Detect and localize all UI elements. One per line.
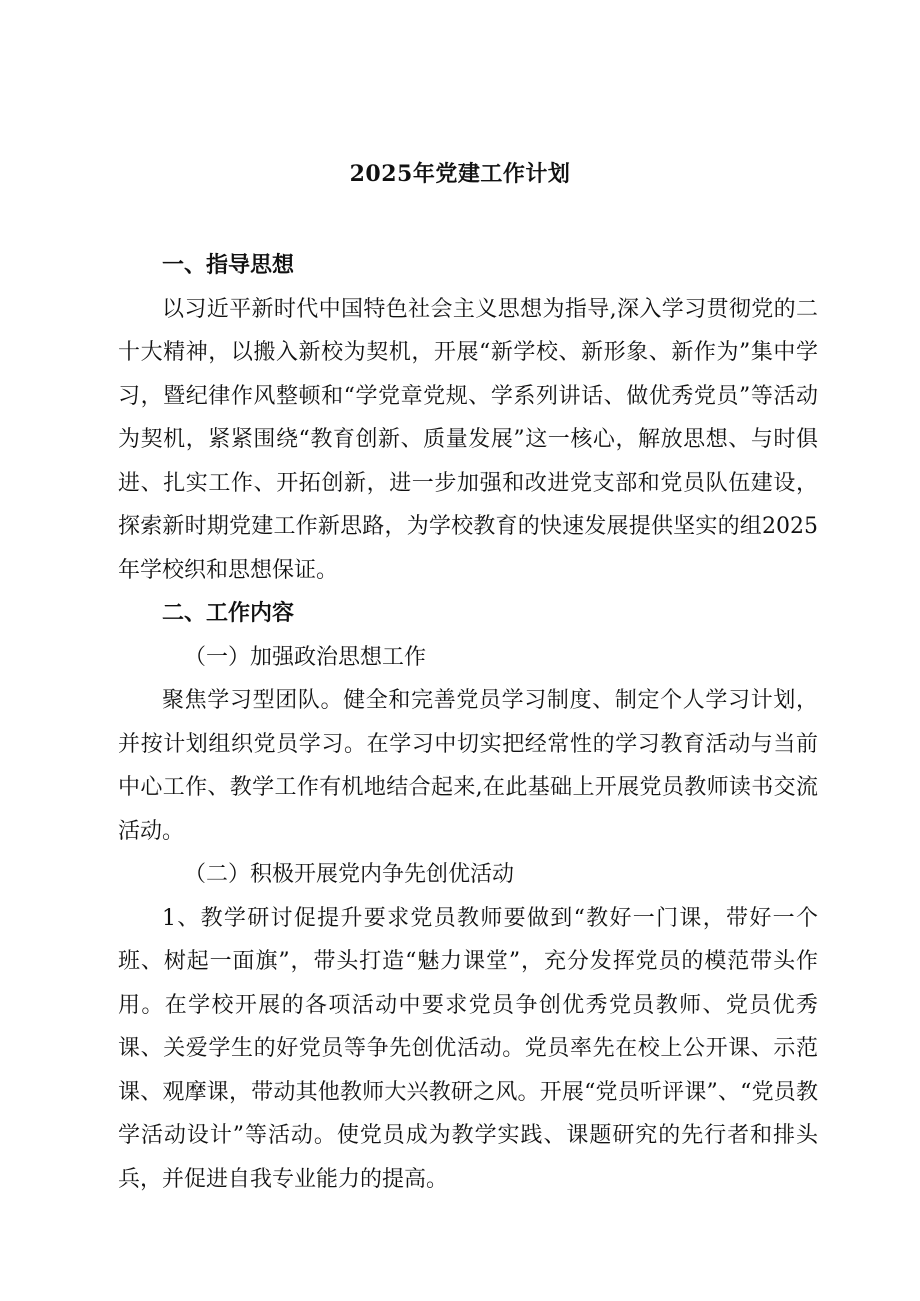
paragraph-political-work: 聚焦学习型团队。健全和完善党员学习制度、制定个人学习计划，并按计划组织党员学习。在学习中切实把经常性的学习教育活动与当前中心工作、教学工作有机地结合起来,在此基础上开展党员教师读书交流活动。 (118, 688, 818, 844)
section-heading-work-content: 二、工作内容 (162, 600, 295, 626)
page-title: 2025年党建工作计划 (349, 161, 571, 187)
subsection-title-excellence-activities: （二）积极开展党内争先创优活动 (184, 862, 515, 887)
subsection-title-political-work: （一）加强政治思想工作 (184, 644, 427, 670)
document-body (118, 244, 818, 1201)
paragraph-guiding-thought: 以习近平新时代中国特色社会主义思想为指导,深入学习贯彻党的二十大精神，以搬入新校为契机，开展“新学校、新形象、新作为”集中学习，暨纪律作风整顿和“学党章党规、学系列讲话、做优秀党员”等活动为契机，紧紧围绕“教育创新、质量发展”这一核心，解放思想、与时俱进、扎实工作、开拓创新，进一步加强和改进党支部和党员队伍建设，探索新时期党建工作新思路，为学校教育的快速发展提供坚实的组2025年学校织和思想保证。 (118, 296, 818, 583)
section-heading-guiding-thought: 一、指导思想 (162, 252, 295, 278)
paragraph-teaching-research: 1、教学研讨促提升要求党员教师要做到“教好一门课，带好一个班、树起一面旗”，带头打造“魅力课堂”，充分发挥党员的模范带头作用。在学校开展的各项活动中要求党员争创优秀党员教师、党员优秀课、关爱学生的好党员等争先创优活动。党员率先在校上公开课、示范课、观摩课，带动其他教师大兴教研之风。开展“党员听评课”、“党员教学活动设计”等活动。使党员成为教学实践、课题研究的先行者和排头兵，并促进自我专业能力的提高。 (118, 905, 818, 1192)
